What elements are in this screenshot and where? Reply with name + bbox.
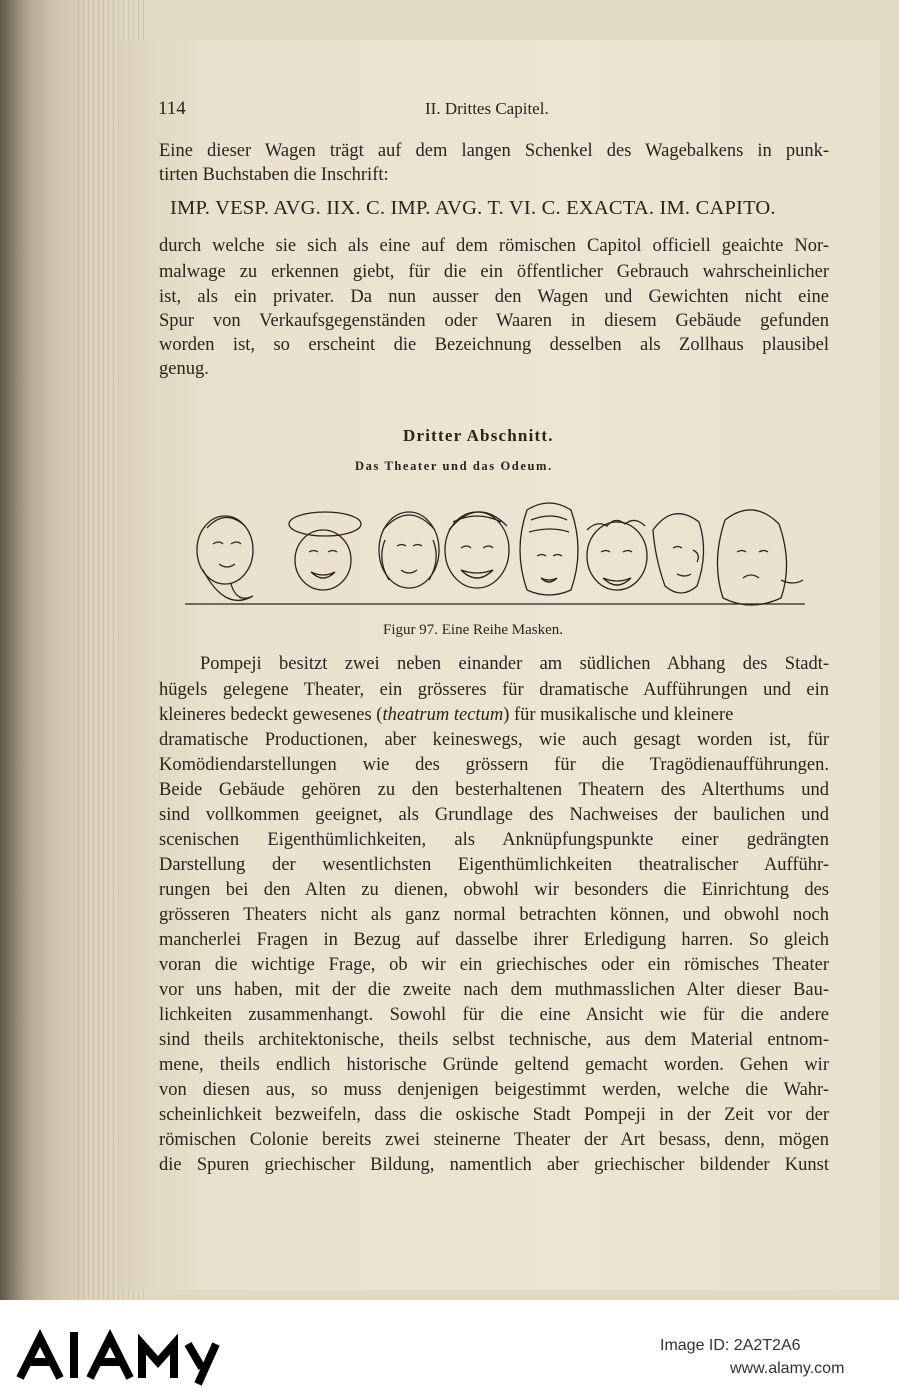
paragraph-line: durch welche sie sich als eine auf dem römischen Capitol officiell geaichte Nor- — [159, 236, 829, 256]
text-run — [159, 705, 733, 726]
paragraph-line: hügels gelegene Theater, ein grösseres für dramatische Aufführungen und ein — [159, 680, 829, 700]
paragraph-line: dramatische Productionen, aber keineswegs, wie auch gesagt worden ist, für — [159, 730, 829, 750]
italic-term: theatrum tectum — [382, 705, 504, 725]
paragraph-line: von diesen aus, so muss denjenigen beigestimmt werden, welche die Wahr- — [159, 1080, 829, 1100]
masks-illustration — [185, 500, 805, 612]
paragraph-line-mixed — [159, 705, 829, 726]
paragraph-line: Pompeji besitzt zwei neben einander am südlichen Abhang des Stadt- — [200, 654, 829, 674]
paragraph-line: mene, theils endlich historische Gründe geltend gemacht worden. Gehen wir — [159, 1055, 829, 1075]
paragraph-line: scheinlichkeit bezweifeln, dass die oskische Stadt Pompeji in der Zeit vor der — [159, 1105, 829, 1125]
paragraph-line: vor uns haben, mit der die zweite nach dem muthmasslichen Alter dieser Bau- — [159, 980, 829, 1000]
paragraph-line: römischen Colonie bereits zwei steinerne Theater der Art besass, denn, mögen — [159, 1130, 829, 1150]
paragraph-line: Darstellung der wesentlichsten Eigenthümlichkeiten theatralischer Aufführ- — [159, 855, 829, 875]
mask-helmet — [520, 503, 578, 595]
figure-caption: Figur 97. Eine Reihe Masken. — [383, 622, 563, 638]
text-run-end: ) für musikalische und kleinere — [503, 705, 734, 725]
paragraph-line: sind theils architektonische, theils selbst technische, aus dem Material entnom- — [159, 1030, 829, 1050]
mask-bearded — [197, 516, 253, 600]
paragraph-line: Spur von Verkaufsgegenständen oder Waaren in diesem Gebäude gefunden — [159, 311, 829, 331]
section-subheading: Das Theater und das Odeum. — [355, 459, 553, 473]
paragraph-line: scenischen Eigenthümlichkeiten, als Anknüpfungspunkte einer gedrängten — [159, 830, 829, 850]
mask-profile — [653, 514, 704, 593]
mask-youth — [379, 512, 439, 588]
paragraph-line: Beide Gebäude gehören zu den besterhaltenen Theatern des Alterthums und — [159, 780, 829, 800]
page-number: 114 — [158, 98, 186, 119]
paragraph-line: grösseren Theaters nicht als ganz normal betrachten können, und obwohl noch — [159, 905, 829, 925]
inscription: IMP. VESP. AVG. IIX. C. IMP. AVG. T. VI. C. EXACTA. IM. CAPITO. — [170, 197, 776, 219]
paragraph-line: genug. — [159, 359, 209, 379]
paragraph-line: voran die wichtige Frage, ob wir ein griechisches oder ein römisches Theater — [159, 955, 829, 975]
paragraph-line: lichkeiten zusammenhangt. Sowohl für die eine Ansicht wie für die andere — [159, 1005, 829, 1025]
mask-long-hair — [717, 510, 803, 605]
paragraph-line: ist, als ein privater. Da nun ausser den Wagen und Gewichten nicht eine — [159, 287, 829, 307]
intro-line: Eine dieser Wagen trägt auf dem langen Schenkel des Wagebalkens in punk- — [159, 141, 829, 161]
text-run-start: kleineres bedeckt gewesenes ( — [159, 705, 383, 725]
paragraph-line: sind vollkommen geeignet, als Grundlage des Nachweises der baulichen und — [159, 805, 829, 825]
mask-laughing — [445, 512, 509, 588]
paragraph-line: mancherlei Fragen in Bezug auf dasselbe ihrer Erledigung harren. So gleich — [159, 930, 829, 950]
intro-line: tirten Buchstaben die Inschrift: — [159, 165, 389, 185]
alamy-logo — [0, 1308, 240, 1388]
paragraph-line: rungen bei den Alten zu dienen, obwohl wir besonders die Einrichtung des — [159, 880, 829, 900]
paragraph-line: Komödiendarstellungen wie des grössern für die Tragödienaufführungen. — [159, 755, 829, 775]
image-id-label: Image ID: 2A2T2A6 — [660, 1337, 801, 1354]
paragraph-line: die Spuren griechischer Bildung, namentlich aber griechischer bildender Kunst — [159, 1155, 829, 1175]
paragraph-line: worden ist, so erscheint die Bezeichnung desselben als Zollhaus plausibel — [159, 335, 829, 355]
running-title: II. Drittes Capitel. — [425, 99, 549, 118]
mask-hat — [289, 512, 361, 590]
site-url: www.alamy.com — [730, 1360, 845, 1377]
paragraph-line: malwage zu erkennen giebt, für die ein öffentlicher Gebrauch wahrscheinlicher — [159, 262, 829, 282]
mask-wreathed — [587, 520, 647, 590]
section-heading: Dritter Abschnitt. — [403, 426, 554, 445]
